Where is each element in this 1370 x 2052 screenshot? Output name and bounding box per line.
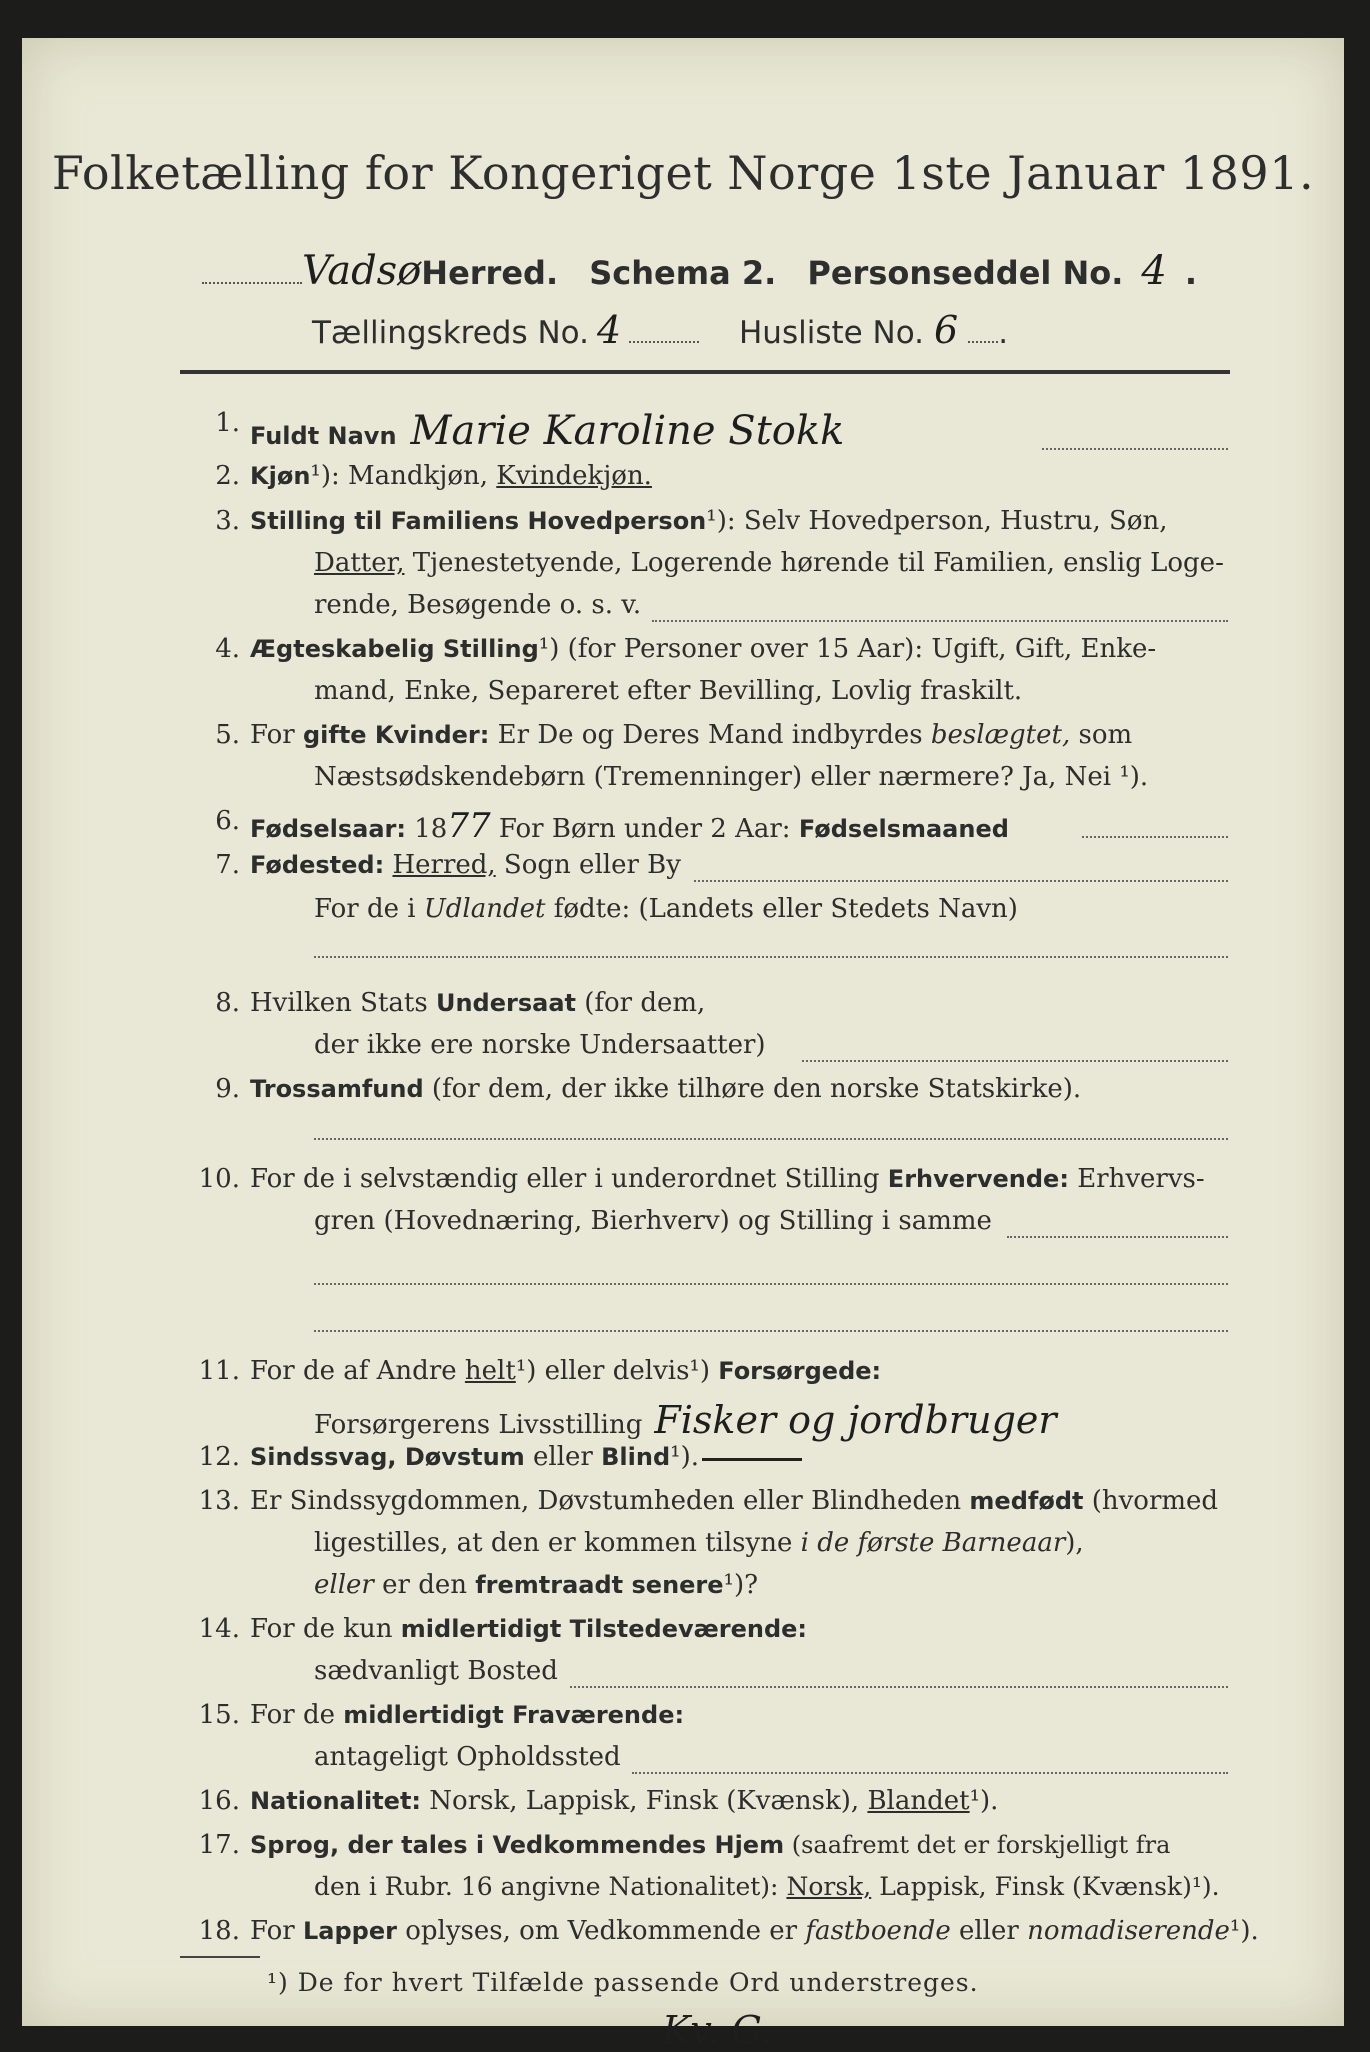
footnote: ¹) De for hvert Tilfælde passende Ord understreges.	[267, 1968, 979, 1997]
full-name-value: Marie Karoline Stokk	[410, 408, 845, 454]
personseddel-value: 4	[1141, 248, 1167, 294]
husliste-label: Husliste No.	[738, 315, 925, 351]
header-line-1: VadsøHerred. Schema 2. Personseddel No. 4 .	[202, 248, 1197, 294]
herred-label: Herred.	[421, 254, 559, 292]
full-name-label: Fuldt Navn	[250, 422, 397, 450]
taellingskreds-label: Tællingskreds No.	[312, 315, 589, 351]
nationality-selected: Blandet	[867, 1786, 970, 1816]
sex-selected: Kvindekjøn.	[496, 461, 652, 491]
personseddel-label: Personseddel No.	[807, 254, 1124, 292]
supported-selected: helt	[464, 1356, 516, 1386]
census-form-sheet: Folketælling for Kongeriget Norge 1ste Januar 1891. VadsøHerred. Schema 2. Personseddel No. 4 . Tællingskreds No. 4 Husliste No. 6 . 1. Fuldt Navn Marie Karoline Stokk 2. Kjøn¹): Mandkjøn, Kvindekjøn. 3. Stilling til Familiens Hovedperson¹): Selv Hovedperson, Hustru, Søn, Datter, Tjenestetyende, Logerende hørende til Familien, enslig Loge- rende, Besøgende o. s. v. 4. Ægteskabelig Stilling¹) (for Personer over 15 Aar): Ugift, Gift, Enke- mand, Enke, Separeret efter Bevilling, Lovlig fraskilt. 5. For gifte Kvinder: Er De og Deres Mand indbyrdes beslægtet, som Næstsødskendebørn (Tremenninger) eller nærmere? Ja, Nei ¹). 6. Fødselsaar: 1877 For Børn under 2 Aar: Fødselsmaaned 7. Fødested: Herred, Sogn eller By For de i Udlandet fødte: (Landets eller Stedets Navn) 8. Hvilken Stats Undersaat (for dem, der ikke ere norske Undersaatter) 9. Trossamfund (for dem, der ikke tilhøre den norske Statskirke). 10. For de i selvstændig eller i underordnet Stilling Erhvervende: Erhvervs- gren (Hovednæring, Bierhverv) og Stilling i samme 11. For de af Andre helt¹) eller delvis¹) Forsørgede: Forsørgerens Livsstilling Fisker og jordbruger 12. Sindssvag, Døvstum eller Blind¹). 13. Er Sindssygdommen, Døvstumheden eller Blindheden medfødt (hvormed ligestilles, at den er kommen tilsyne i de første Barneaar), eller er den fremtraadt senere¹)? 14. For de kun midlertidigt Tilstedeværende: sædvanligt Bosted 15. For de midlertidigt Fraværende: antageligt Opholdssted 16. Nationalitet: Norsk, Lappisk, Finsk (Kvænsk), Blandet¹). 17. Sprog, der tales i Vedkommendes Hjem (saafremt det er forskjelligt fra den i Rubr. 16 angivne Nationalitet): Norsk, Lappisk, Finsk (Kvænsk)¹). 18. For Lapper oplyses, om Vedkommende er fastboende eller nomadiserende¹). ¹) De for hvert Tilfælde passende Ord understreges. Kv. G.	[22, 38, 1344, 2026]
header-line-2: Tællingskreds No. 4 Husliste No. 6 .	[312, 308, 1009, 352]
family-position-selected: Datter,	[314, 548, 405, 578]
form-title: Folketælling for Kongeriget Norge 1ste Januar 1891.	[51, 146, 1315, 200]
schema-label: Schema 2.	[589, 254, 777, 292]
signature: Kv. G.	[662, 2008, 773, 2052]
husliste-value: 6	[934, 308, 959, 352]
footnote-rule	[180, 1956, 260, 1958]
birth-year-value: 77	[447, 806, 491, 846]
birthplace-selected: Herred,	[392, 850, 496, 880]
herred-value: Vadsø	[302, 248, 422, 294]
header-rule	[180, 370, 1230, 374]
provider-occupation-value: Fisker og jordbruger	[654, 1398, 1057, 1442]
taellingskreds-value: 4	[596, 308, 622, 352]
language-selected: Norsk,	[786, 1872, 872, 1901]
